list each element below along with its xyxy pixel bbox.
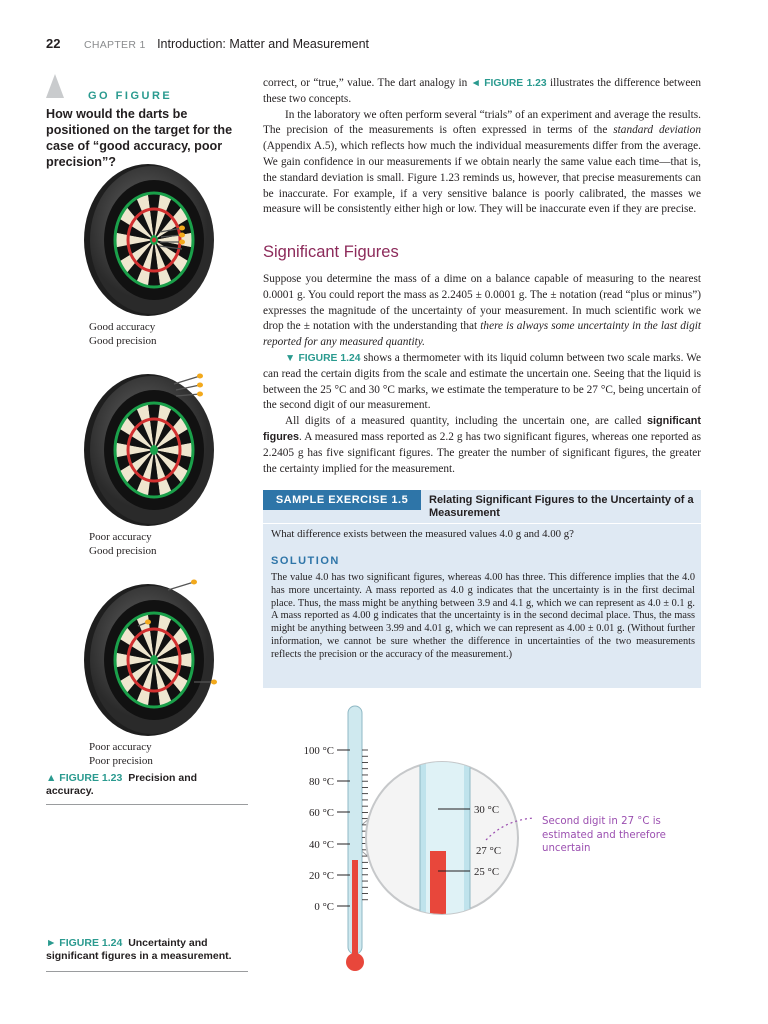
zoom-label-30: 30 °C xyxy=(474,804,500,816)
dartboard-1-caption xyxy=(89,321,157,348)
paragraph-4 xyxy=(263,351,701,414)
section-heading: Significant Figures xyxy=(263,243,399,261)
dartboard-3-precision: Poor precision xyxy=(89,754,153,767)
body-text-middle xyxy=(263,272,701,477)
sample-exercise-answer: The value 4.0 has two significant figures, whereas 4.00 has three. This difference implies that the 4.0 has more uncertainty. A mass reported as 4.0 g indicates that the uncertainty is in the first decimal place. Thus, the mass might be anything between 3.9 and 4.1 g, which we can represent as 4.0 ± 0.1 g. A mass reported as 4.00 g indicates that the uncertainty is in the second decimal place. Thus, the mass might be anything between 3.99 and 4.01 g, which we can represent as 4.00 ± 0.01 g. (Without further information, we cannot be sure whether the difference in uncertainties of the two measurements reflects the precision or the accuracy of the measurement.) xyxy=(271,572,695,660)
magnified-liquid xyxy=(430,851,446,921)
para1-text-b: illustrates the difference between these two concepts. xyxy=(263,77,701,105)
para1-text-a: correct, or “true,” value. The dart analogy in xyxy=(263,77,471,89)
dartboard-2-precision: Good precision xyxy=(89,544,157,557)
chapter-label: CHAPTER 1 xyxy=(83,39,146,51)
page-header xyxy=(46,36,726,56)
figure-1-23-caption xyxy=(46,772,246,798)
sample-exercise-rule xyxy=(263,523,701,524)
scale-label-20: 20 °C xyxy=(308,870,334,882)
scale-label-60: 60 °C xyxy=(308,807,334,819)
dartboard-3-accuracy: Poor accuracy xyxy=(89,741,152,753)
para5-text-b: . A measured mass reported as 2.2 g has two significant figures, whereas one reported as 2.2405 g has five significant figures. The greater the number of significant figures, the greater the certainty implied for the measurement. xyxy=(263,430,701,475)
dartboard-2-accuracy: Poor accuracy xyxy=(89,531,152,543)
figure-1-23-number: ▲ FIGURE 1.23 xyxy=(46,772,123,784)
figure-1-24-text: Uncertainty and significant figures in a measurement. xyxy=(46,937,232,962)
para3-italic: there is always some uncertainty in the last digit reported for any measured quantity. xyxy=(263,320,701,349)
sample-exercise-title: Relating Significant Figures to the Uncertainty of a Measurement xyxy=(429,494,694,519)
significant-figures-term: significant figures xyxy=(263,415,701,443)
thermometer-liquid xyxy=(352,860,358,960)
para2-text-a: In the laboratory we often perform several “trials” of an experiment and average the results. The precision of the measurements is often expressed in terms of the xyxy=(263,108,701,137)
go-figure-triangle-icon xyxy=(46,74,64,98)
para5-text-a: All digits of a measured quantity, including the uncertain one, are called xyxy=(285,415,647,428)
dartboard-3-caption xyxy=(89,741,153,768)
dartboard-1 xyxy=(76,158,236,322)
para2-italic: standard deviation xyxy=(613,124,701,137)
dartboard-1-accuracy: Good accuracy xyxy=(89,321,156,333)
uncertainty-note: Second digit in 27 °C is estimated and therefore uncertain xyxy=(542,816,666,854)
sample-exercise-box xyxy=(263,490,701,688)
go-figure-label: GO FIGURE xyxy=(88,90,173,102)
dartboard-1-precision: Good precision xyxy=(89,334,157,347)
figure-1-24-number: ► FIGURE 1.24 xyxy=(46,937,123,949)
paragraph-3 xyxy=(263,272,701,351)
dartboard-3 xyxy=(76,578,236,742)
paragraph-5 xyxy=(263,414,701,477)
paragraph-2 xyxy=(263,108,701,219)
body-text-top xyxy=(263,76,701,218)
scale-label-100: 100 °C xyxy=(303,745,334,757)
go-figure-question: How would the darts be positioned on the target for the case of “good accuracy, poor precision”? xyxy=(46,107,233,169)
dartboard-2 xyxy=(76,368,236,532)
figure-1-23-link[interactable]: ◄ FIGURE 1.23 xyxy=(470,78,547,89)
zoom-label-25: 25 °C xyxy=(474,866,500,878)
para4-text: shows a thermometer with its liquid column between two scale marks. We can read the certain digits from the scale and estimate the uncertain one. Seeing that the liquid is between the 25 °C and 30 °C marks, we estimate the temperature to be 27 °C, being uncertain of the second digit of our measurement. xyxy=(263,351,702,412)
page-number: 22 xyxy=(46,36,61,51)
scale-label-80: 80 °C xyxy=(308,776,334,788)
scale-label-40: 40 °C xyxy=(308,839,334,851)
figure-1-24-rule xyxy=(46,971,248,972)
figure-1-24-link[interactable]: ▼ FIGURE 1.24 xyxy=(285,352,361,364)
sample-exercise-tag: SAMPLE EXERCISE 1.5 xyxy=(263,490,421,510)
para2-text-b: (Appendix A.5), which reflects how much the individual measurements differ from the average. We gain confidence in our measurements if we obtain nearly the same value each time—that is, the standard deviation is small. Figure 1.23 reminds us, however, that precise measurements can be inaccurate. For example, if a very sensitive balance is poorly calibrated, the masses we measure will be consistently either high or low. They will be inaccurate even if they are precise. xyxy=(263,140,701,216)
zoom-reading-27: 27 °C xyxy=(476,845,502,857)
solution-label: SOLUTION xyxy=(271,555,340,567)
dartboard-2-caption xyxy=(89,531,157,558)
thermometer-bulb xyxy=(346,953,364,971)
chapter-title: Introduction: Matter and Measurement xyxy=(157,37,369,51)
figure-1-23-rule xyxy=(46,804,248,805)
para3-text-a: Suppose you determine the mass of a dime on a balance capable of measuring to the nearest 0.0001 g. You could report the mass as 2.2405 ± 0.0001 g. The ± notation (read “plus or minus”) expresses the magnitude of the uncertainty of your measurement. In much scientific work we drop the ± notation with the understanding that xyxy=(263,273,701,333)
figure-1-23-text: Precision and accuracy. xyxy=(46,772,198,797)
sample-exercise-question: What difference exists between the measured values 4.0 g and 4.00 g? xyxy=(271,528,574,540)
figure-1-24-caption xyxy=(46,937,246,963)
paragraph-1 xyxy=(263,76,701,108)
scale-label-0: 0 °C xyxy=(314,901,334,913)
